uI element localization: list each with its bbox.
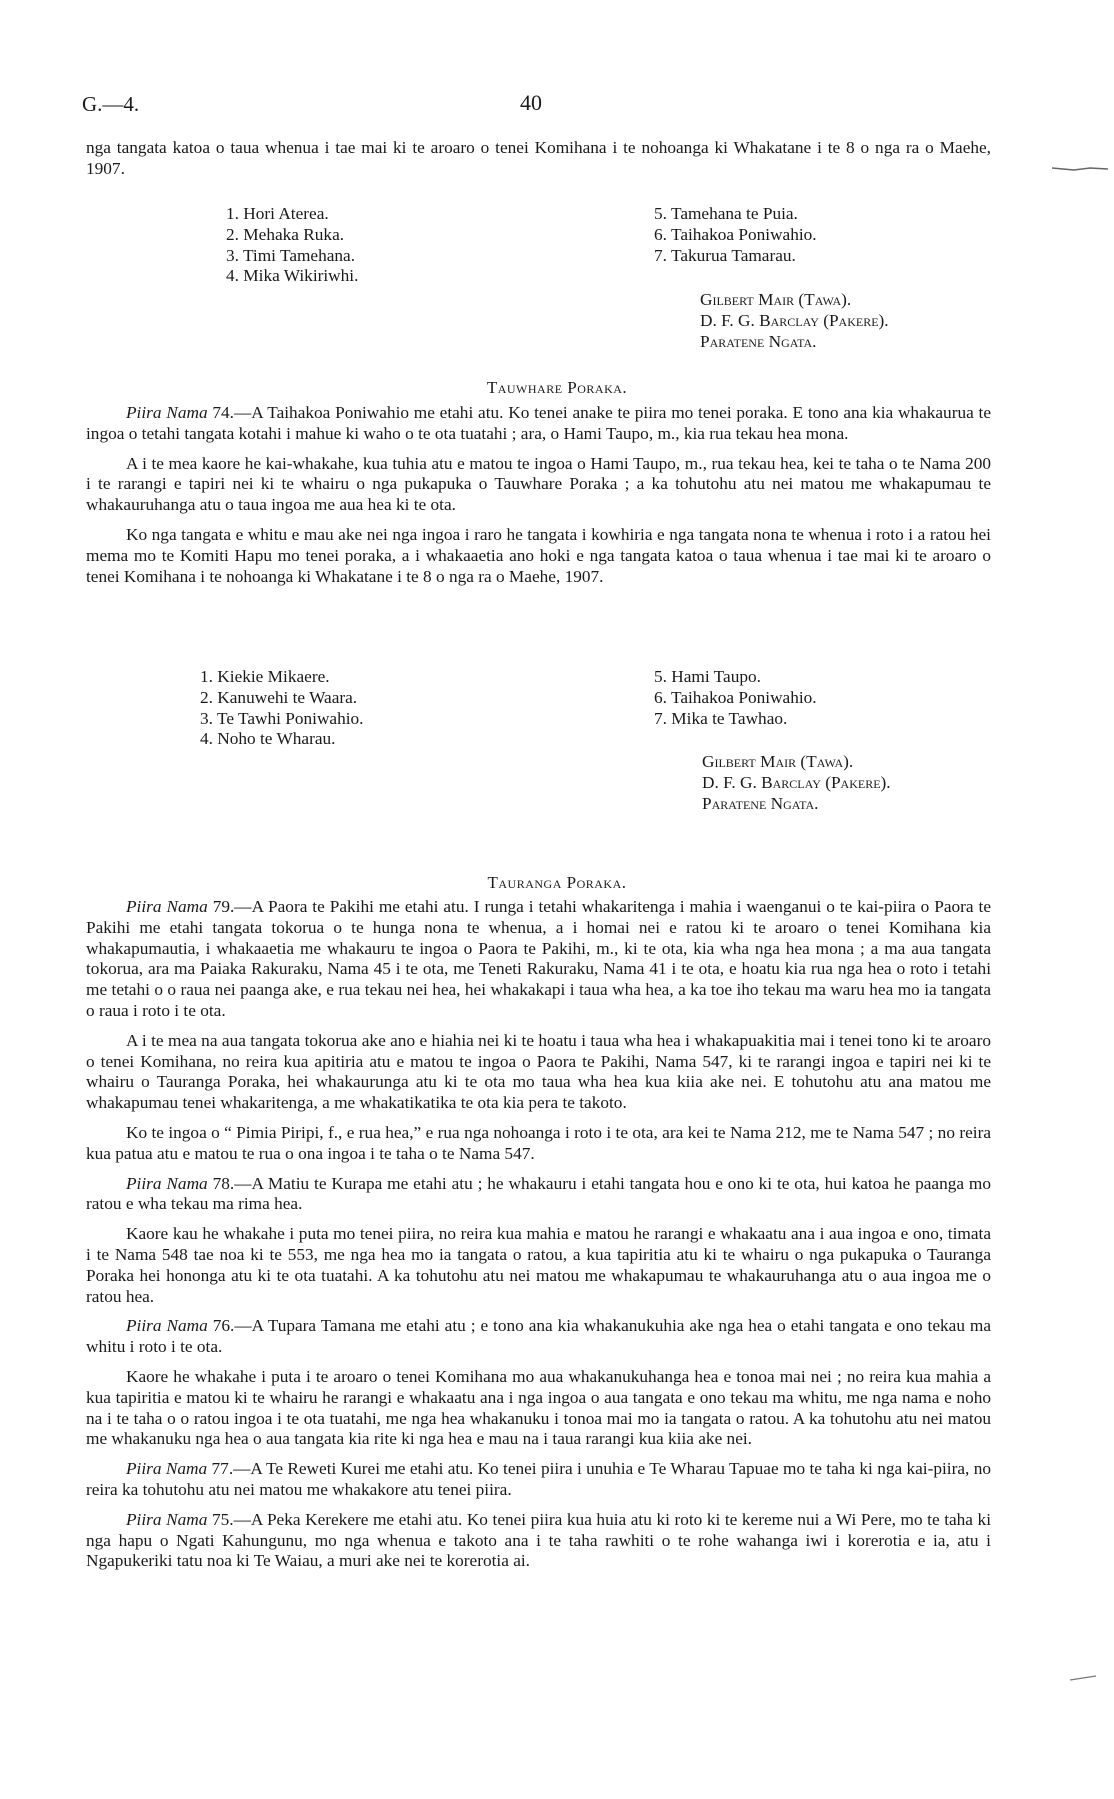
list-item: 2. Kanuwehi te Waara. — [200, 687, 358, 707]
appeal-paragraph-75 — [86, 1510, 991, 1572]
paragraph: A i te mea na aua tangata tokorua ake ano e hiahia nei ki te hoatu i taua wha hea i whakapuakitia mai i tenei tono ki te aroaro o tenei Komihana, no reira kua apitiria atu e matou te ingoa o Paora te Pakihi, Nama 547, ki te rarangi ingoa e tapiri nei ki te whairu o Tauranga Poraka, hei whakaurunga atu ki te ota mo taua wha hea kua kiia ake nei. E tohutohu atu ana matou me whakapumau tenei whakaritenga, a me whakatikatika te ota kia pera te takoto. — [86, 1030, 991, 1113]
signature-line: D. F. G. Barclay (Pakere). — [702, 772, 891, 792]
list-item: 6. Taihakoa Poniwahio. — [654, 224, 817, 244]
section-heading-tauranga: Tauranga Poraka. — [487, 873, 627, 892]
committee-list-1-left — [226, 204, 358, 287]
list-item: 7. Mika te Tawhao. — [654, 708, 788, 728]
list-item: 1. Hori Aterea. — [226, 204, 329, 223]
committee-list-1-right — [654, 204, 817, 266]
signatures-1 — [700, 290, 889, 352]
list-item: 2. Mehaka Ruka. — [226, 224, 345, 244]
committee-list-2-left — [200, 667, 364, 750]
appeal-text: 76.—A Tupara Tamana me etahi atu ; e tono ana kia whakanukuhia ake nga hea o etahi tangata e ono tekau ma whitu i roto i te ota. — [86, 1316, 992, 1357]
appeal-label: Piira Nama — [126, 897, 208, 916]
section-1-body — [86, 403, 991, 587]
appeal-label: Piira Nama — [126, 1459, 208, 1479]
committee-list-2-right — [654, 667, 817, 729]
signature-line: D. F. G. Barclay (Pakere). — [700, 310, 889, 330]
signature-line: Paratene Ngata. — [700, 331, 817, 351]
list-item: 6. Taihakoa Poniwahio. — [654, 687, 817, 707]
list-item: 1. Kiekie Mikaere. — [200, 667, 330, 686]
signature-line: Paratene Ngata. — [702, 793, 819, 813]
list-item: 3. Te Tawhi Poniwahio. — [200, 708, 364, 728]
appeal-text: 77.—A Te Reweti Kurei me etahi atu. Ko tenei piira i unuhia e Te Wharau Tapuae mo te taha ki nga kai-piira, no reira ka tohutohu atu nei matou me whakakore atu tenei piira. — [86, 1459, 991, 1499]
appeal-paragraph-79 — [86, 897, 991, 1022]
list-item: 7. Takurua Tamarau. — [654, 245, 796, 265]
scan-mark-icon — [1050, 160, 1110, 174]
paragraph: Kaore he whakahe i puta i te aroaro o tenei Komihana mo aua whakanukuhanga hea e tonoa mai nei ; no reira kua mahia a kua tapiritia e matou ki te whairu he rarangi e whakaatu ana i nga ingoa o aua tangata e ono tekau ma whitu, me nga nama e noho na i te taha o o ratou ingoa i te ota tuatahi, me nga hea whakanuku i tonoa mai mo ia tangata o ratou. A ka tohutohu atu nei matou me whakanuku nga hea o aua tangata kia rite ki nga hea e mau na i taua rarangi kua kiia ake nei. — [86, 1366, 991, 1449]
page-number: 40 — [520, 90, 542, 115]
appeal-text: 78.—A Matiu te Kurapa me etahi atu ; he whakauru i etahi tangata hou e ono ki te ota, hui katoa he paanga mo ratou e wha tekau ma rima hea. — [86, 1173, 991, 1214]
list-item: 3. Timi Tamehana. — [226, 245, 356, 265]
appeal-label: Piira Nama — [126, 1173, 208, 1193]
section-heading-tauwhare: Tauwhare Poraka. — [486, 378, 628, 397]
paragraph: Ko te ingoa o “ Pimia Piripi, f., e rua hea,” e rua nga nohoanga i roto i te ota, ara kei te Nama 212, me te Nama 547 ; no reira kua patua atu e matou te rua o ona ingoa i te taha o te Nama 547. — [86, 1122, 991, 1163]
intro-text: nga tangata katoa o taua whenua i tae mai ki te aroaro o tenei Komihana i te nohoanga ki Whakatane i te 8 o nga ra o Maehe, 1907. — [86, 138, 991, 178]
appeal-paragraph-74 — [86, 403, 991, 445]
paragraph: A i te mea kaore he kai-whakahe, kua tuhia atu e matou te ingoa o Hami Taupo, m., rua tekau hea, kei te taha o te Nama 200 i te rarangi e tapiri nei ki te whairu o nga pukapuka o Tauwhare Poraka ; a ka tohutohu atu nei matou me whakapumau te whakauruhanga atu o taua ingoa me aua hea ki te ota. — [86, 453, 991, 515]
appeal-label: Piira Nama — [126, 403, 208, 422]
appeal-paragraph-78 — [86, 1174, 991, 1216]
appeal-label: Piira Nama — [126, 1509, 208, 1529]
page-code: G.—4. — [82, 92, 140, 116]
appeal-paragraph-77 — [86, 1459, 991, 1501]
list-item: 4. Noho te Wharau. — [200, 729, 336, 749]
list-item: 5. Hami Taupo. — [654, 667, 761, 686]
scan-mark-icon — [1066, 1660, 1106, 1690]
appeal-text: 75.—A Peka Kerekere me etahi atu. Ko tenei piira kua huia atu ki roto ki te kereme nui a Wi Pere, mo te taha ki nga hapu o Ngati Kahungunu, mo nga whenua e takoto ana i te taha rawhiti o te rohe wahanga iwi i korerotia e ia, atu i Ngapukeriki tatu noa ki Te Waiau, a muri ake nei te korerotia ai. — [86, 1509, 991, 1571]
signature-line: Gilbert Mair (Tawa). — [702, 752, 854, 771]
appeal-text: 79.—A Paora te Pakihi me etahi atu. I runga i tetahi whakaritenga i mahia i waenganui o te kai-piira o Paora te Pakihi me etahi tangata tokorua o te hunga nona te whenua, a i homai nei e ratou ki te aroaro o tenei Komihana kia whakapumautia, i whakaaetia me whakauru te ingoa o Paora te Pakihi, m., ki te ota, kia wha nga hea mona ; a ma aua tangata tokorua, ara ma Paiaka Rakuraku, Nama 45 i te ota, me Teneti Rakuraku, Nama 41 i te ota, e hoatu kia rua nga hea o roto i tetahi me tetahi o o raua nei paanga ake, e rua tekau nei hea, hei whakakapi i taua wha hea, a ka toe iho tekau ma waru hea mo ia tangata o raua i roto i te ota. — [86, 897, 991, 1020]
paragraph: Ko nga tangata e whitu e mau ake nei nga ingoa i raro he tangata i kowhiria e nga tangata nona te whenua i roto i a ratou hei mema mo te Komiti Hapu mo tenei poraka, a i whakaaetia ano hoki e nga tangata katoa o taua whenua i tae mai ki te aroaro o tenei Komihana i te nohoanga ki Whakatane i te 8 o nga ra o Maehe, 1907. — [86, 524, 991, 586]
appeal-label: Piira Nama — [126, 1316, 208, 1336]
signature-line: Gilbert Mair (Tawa). — [700, 290, 852, 309]
intro-paragraph — [86, 138, 991, 180]
paragraph: Kaore kau he whakahe i puta mo tenei piira, no reira kua mahia e matou he rarangi e whakaatu ana i aua ingoa e ono, timata i te Nama 548 tae noa ki te 553, me nga hea mo ia tangata o ratou, a kua tapiritia atu ki te whairu o nga pukapuka o Tauranga Poraka hei hononga atu ki te ota tuatahi. A ka tohutohu atu nei matou me whakapumau te whakauruhanga atu o aua ingoa me o ratou hea. — [86, 1224, 991, 1306]
appeal-text: 74.—A Taihakoa Poniwahio me etahi atu. Ko tenei anake te piira mo tenei poraka. E tono ana kia whakaurua te ingoa o tetahi tangata kotahi i mahue ki waho o te ota tuatahi ; ara, o Hami Taupo, m., kia rua tekau hea mona. — [86, 403, 991, 443]
section-2-body — [86, 897, 991, 1572]
appeal-paragraph-76 — [86, 1316, 991, 1358]
signatures-2 — [702, 752, 891, 814]
list-item: 5. Tamehana te Puia. — [654, 204, 798, 223]
list-item: 4. Mika Wikiriwhi. — [226, 266, 359, 286]
